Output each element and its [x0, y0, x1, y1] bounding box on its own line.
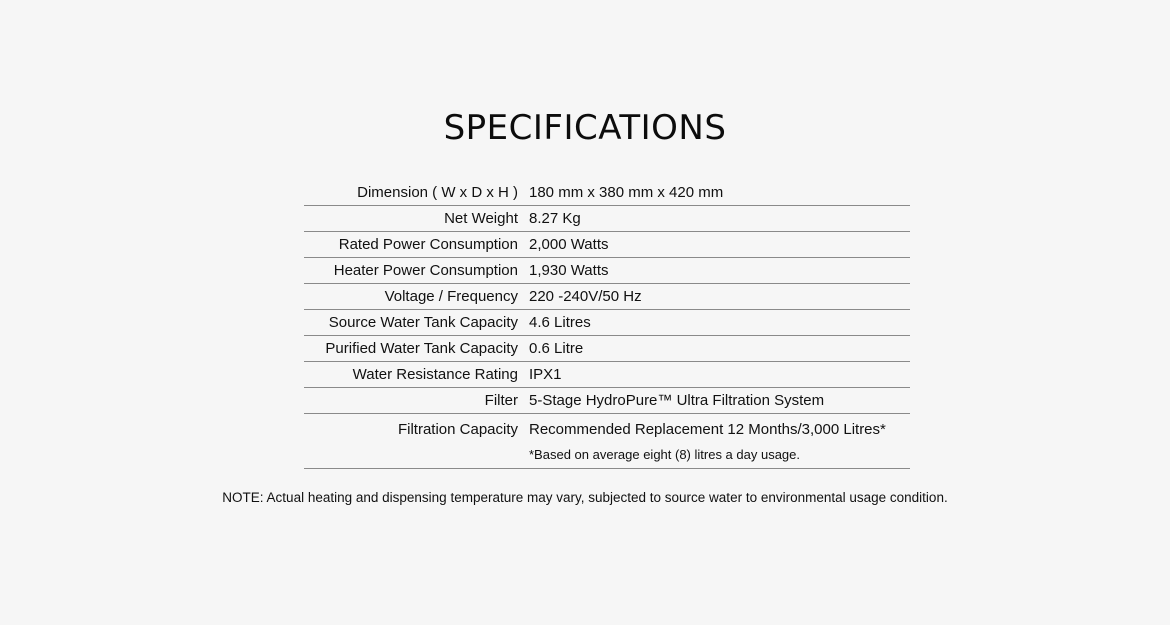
spec-value: Recommended Replacement 12 Months/3,000 Litres*: [529, 421, 886, 438]
spec-label: Source Water Tank Capacity: [328, 313, 518, 331]
spec-value: 1,930 Watts: [529, 261, 609, 279]
spec-label: Heater Power Consumption: [333, 261, 518, 279]
spec-value: 8.27 Kg: [529, 209, 581, 227]
spec-value: 2,000 Watts: [529, 235, 609, 253]
page-title: SPECIFICATIONS: [443, 108, 727, 148]
spec-label: Filter: [484, 391, 518, 409]
spec-label: Rated Power Consumption: [338, 235, 518, 253]
spec-row-rated-power: [304, 232, 910, 258]
spec-label: Voltage / Frequency: [384, 287, 518, 305]
spec-value: 4.6 Litres: [529, 313, 591, 331]
specifications-table: [304, 180, 910, 469]
spec-label: Net Weight: [444, 209, 518, 227]
spec-row-filtration-capacity: [304, 414, 910, 469]
spec-row-net-weight: [304, 206, 910, 232]
spec-value: 0.6 Litre: [529, 339, 584, 357]
spec-value: IPX1: [529, 365, 562, 383]
spec-row-water-resistance: [304, 362, 910, 388]
usage-note: NOTE: Actual heating and dispensing temperature may vary, subjected to source water to environmental usage condition.: [222, 490, 948, 505]
spec-value: 180 mm x 380 mm x 420 mm: [529, 183, 724, 201]
spec-row-voltage: [304, 284, 910, 310]
spec-row-source-tank: [304, 310, 910, 336]
spec-value-group: [529, 420, 886, 463]
spec-value: 220 -240V/50 Hz: [529, 287, 642, 305]
spec-footnote: *Based on average eight (8) litres a day usage.: [529, 447, 801, 462]
spec-label: Filtration Capacity: [397, 421, 518, 438]
spec-value: 5-Stage HydroPure™ Ultra Filtration System: [529, 391, 825, 409]
spec-label: Dimension ( W x D x H ): [357, 183, 518, 201]
spec-row-dimension: [304, 180, 910, 206]
spec-row-filter: [304, 388, 910, 414]
spec-label: Water Resistance Rating: [352, 365, 518, 383]
spec-row-purified-tank: [304, 336, 910, 362]
spec-label: Purified Water Tank Capacity: [325, 339, 518, 357]
spec-row-heater-power: [304, 258, 910, 284]
